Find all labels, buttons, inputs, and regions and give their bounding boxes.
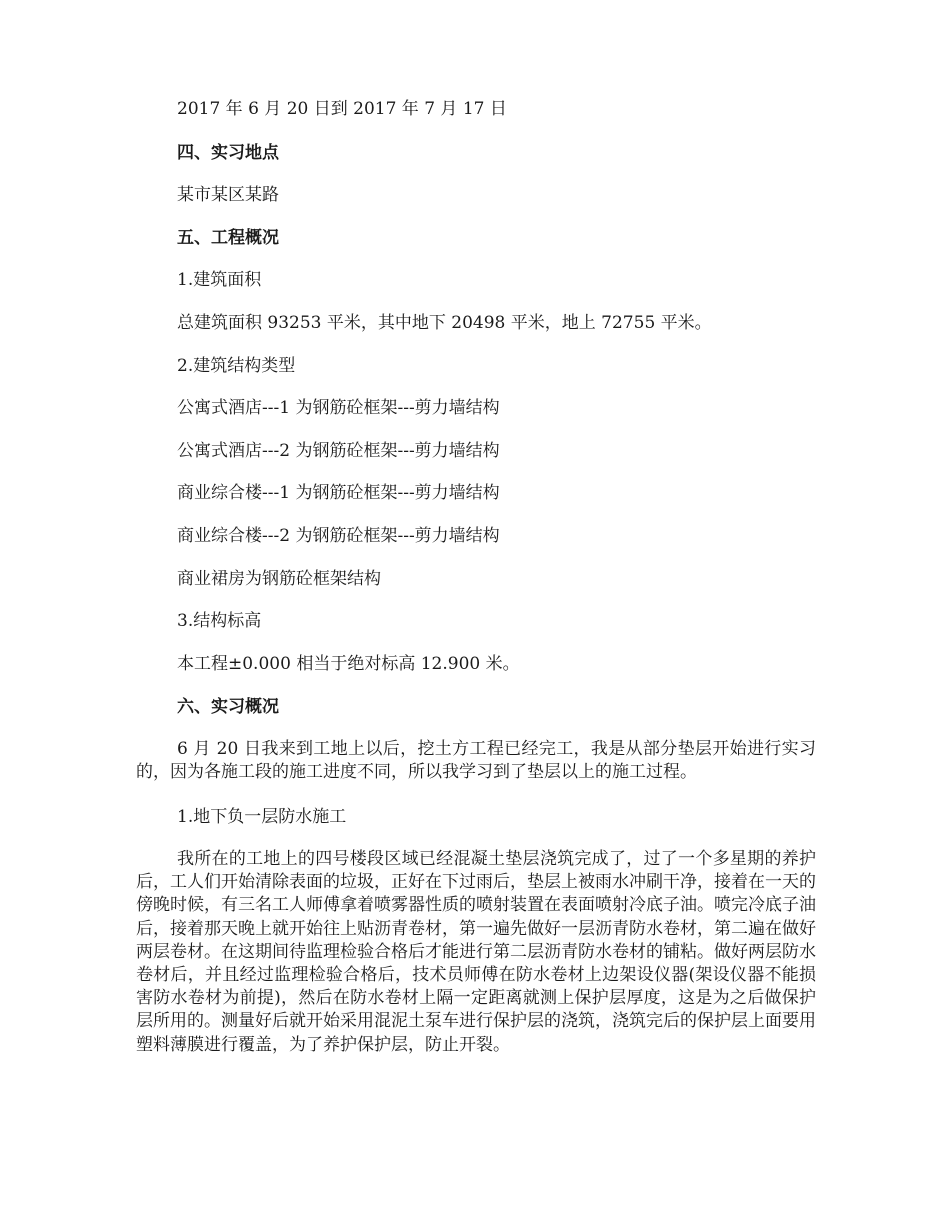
structural-elevation-text: 本工程±0.000 相当于绝对标高 12.900 米。: [177, 654, 520, 674]
subheading-structure-type: 2.建筑结构类型: [177, 356, 296, 376]
section-heading-internship-overview: 六、实习概况: [177, 697, 279, 717]
subheading-structural-elevation: 3.结构标高: [177, 611, 262, 631]
building-area-text: 总建筑面积 93253 平米，其中地下 20498 平米，地上 72755 平米。: [177, 313, 712, 333]
structure-item: 商业裙房为钢筋砼框架结构: [177, 569, 381, 589]
subheading-building-area: 1.建筑面积: [177, 270, 262, 290]
internship-date-range: 2017 年 6 月 20 日到 2017 年 7 月 17 日: [177, 99, 507, 119]
section-heading-project-overview: 五、工程概况: [177, 228, 279, 248]
subheading-waterproofing: 1.地下负一层防水施工: [177, 807, 347, 827]
waterproofing-paragraph: 我所在的工地上的四号楼段区域已经混凝土垫层浇筑完成了，过了一个多星期的养护后，工人们开始清除表面的垃圾，正好在下过雨后，垫层上被雨水冲刷干净，接着在一天的傍晚时候，有三名工人师傅拿着喷雾器性质的喷射装置在表面喷射冷底子油。喷完冷底子油后，接着那天晚上就开始往上贴沥青卷材，第一遍先做好一层沥青防水卷材，第二遍在做好两层卷材。在这期间待监理检验合格后才能进行第二层沥青防水卷材的铺粘。做好两层防水卷材后，并且经过监理检验合格后，技术员师傅在防水卷材上边架设仪器(架设仪器不能损害防水卷材为前提)，然后在防水卷材上隔一定距离就测上保护层厚度，这是为之后做保护层所用的。测量好后就开始采用混泥土泵车进行保护层的浇筑，浇筑完后的保护层上面要用塑料薄膜进行覆盖，为了养护保护层，防止开裂。: [136, 849, 816, 1055]
section-heading-location: 四、实习地点: [177, 143, 279, 163]
structure-item: 商业综合楼---1 为钢筋砼框架---剪力墙结构: [177, 483, 500, 503]
internship-intro-paragraph: 6 月 20 日我来到工地上以后，挖土方工程已经完工，我是从部分垫层开始进行实习的，因为各施工段的施工进度不同，所以我学习到了垫层以上的施工过程。: [136, 739, 816, 783]
location-text: 某市某区某路: [177, 185, 279, 205]
structure-item: 公寓式酒店---2 为钢筋砼框架---剪力墙结构: [177, 441, 500, 461]
structure-item: 公寓式酒店---1 为钢筋砼框架---剪力墙结构: [177, 398, 500, 418]
structure-item: 商业综合楼---2 为钢筋砼框架---剪力墙结构: [177, 526, 500, 546]
